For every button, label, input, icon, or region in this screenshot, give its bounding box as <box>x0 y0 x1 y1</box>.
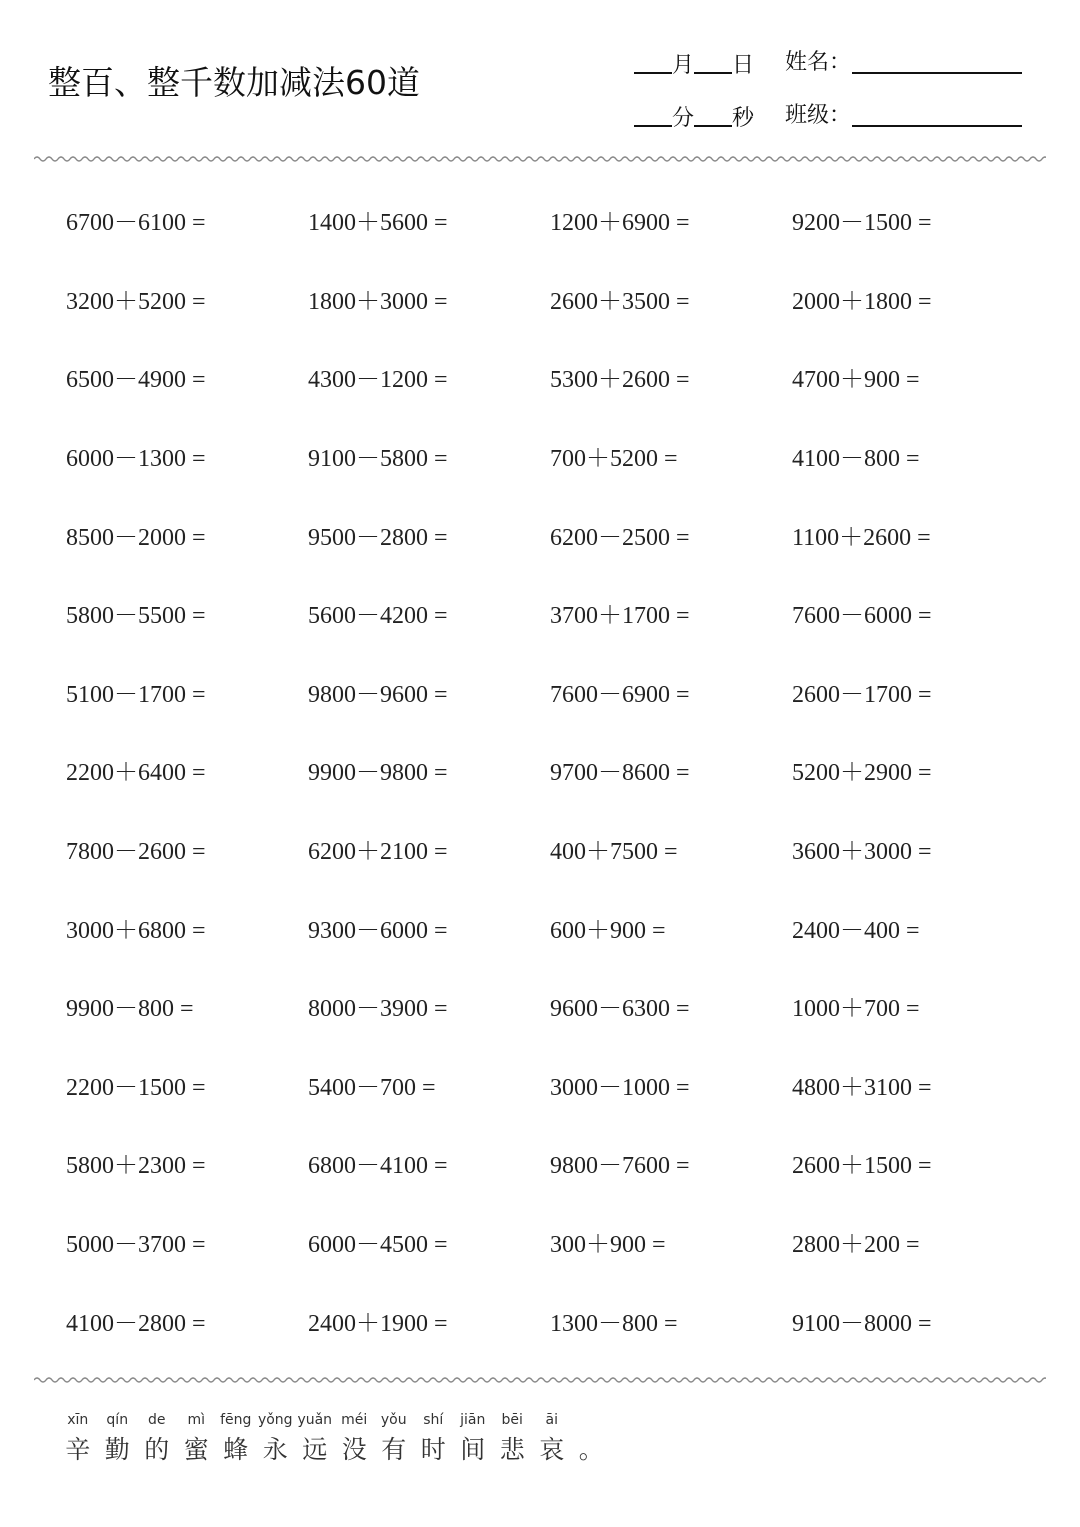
problem: 1300－800 = <box>550 1310 678 1337</box>
day-blank[interactable] <box>694 52 732 74</box>
problem: 2200＋6400 = <box>66 760 206 787</box>
problem: 9700－8600 = <box>550 760 690 787</box>
time-line <box>634 105 754 130</box>
pinyin-syllable: qín <box>106 1412 129 1428</box>
problem: 8000－3900 = <box>308 996 448 1023</box>
problem: 2600－1700 = <box>792 681 932 708</box>
problem-grid <box>66 184 1034 1363</box>
problem: 7600－6900 = <box>550 681 690 708</box>
pinyin-syllable: bēi <box>501 1412 523 1428</box>
problem-row <box>66 498 1034 577</box>
problem: 2800＋200 = <box>792 1232 920 1259</box>
class-label: 班级： <box>785 103 852 128</box>
problem: 8500－2000 = <box>66 524 206 551</box>
problem: 2600＋3500 = <box>550 288 690 315</box>
problem: 4100－2800 = <box>66 1310 206 1337</box>
class-blank[interactable] <box>852 125 1022 127</box>
top-wavy-divider <box>34 154 1046 164</box>
problem-row <box>66 1127 1034 1206</box>
motto-character: 悲 <box>499 1435 525 1464</box>
date-line <box>634 52 754 77</box>
problem: 5800－5500 = <box>66 603 206 630</box>
motto-character: 。 <box>578 1435 604 1464</box>
problem: 5200＋2900 = <box>792 760 932 787</box>
pinyin-syllable: āi <box>545 1412 558 1428</box>
problem-row <box>66 1206 1034 1285</box>
problem: 2400－400 = <box>792 917 920 944</box>
problem: 4800＋3100 = <box>792 1074 932 1101</box>
problem: 3700＋1700 = <box>550 603 690 630</box>
problem-row <box>66 263 1034 342</box>
problem: 9500－2800 = <box>308 524 448 551</box>
problem: 9900－9800 = <box>308 760 448 787</box>
problem: 300＋900 = <box>550 1232 666 1259</box>
motto-character: 哀 <box>539 1435 565 1464</box>
second-label: 秒 <box>732 106 755 131</box>
problem: 1100＋2600 = <box>792 524 931 551</box>
problem-row <box>66 184 1034 263</box>
problem: 7800－2600 = <box>66 839 206 866</box>
problem: 9900－800 = <box>66 996 194 1023</box>
motto-character: 蜜 <box>183 1435 209 1464</box>
motto-character: 时 <box>420 1435 446 1464</box>
second-blank[interactable] <box>694 105 732 127</box>
worksheet-title: 整百、整千数加减法60道 <box>48 63 420 102</box>
name-label: 姓名： <box>785 50 852 75</box>
problem: 2400＋1900 = <box>308 1310 448 1337</box>
problem: 6000－4500 = <box>308 1232 448 1259</box>
name-blank[interactable] <box>852 72 1022 74</box>
problem-row <box>66 1284 1034 1363</box>
motto-character: 的 <box>144 1435 170 1464</box>
problem-row <box>66 577 1034 656</box>
motto-pinyin <box>58 1412 611 1428</box>
minute-blank[interactable] <box>634 105 672 127</box>
motto-character: 蜂 <box>223 1435 249 1464</box>
problem-row <box>66 341 1034 420</box>
pinyin-syllable: jiān <box>460 1412 486 1428</box>
problem: 2200－1500 = <box>66 1074 206 1101</box>
minute-label: 分 <box>672 106 695 131</box>
problem: 9800－9600 = <box>308 681 448 708</box>
problem: 5000－3700 = <box>66 1232 206 1259</box>
pinyin-syllable: yuǎn <box>297 1412 333 1428</box>
problem: 3000－1000 = <box>550 1074 690 1101</box>
problem-row <box>66 813 1034 892</box>
problem: 4300－1200 = <box>308 367 448 394</box>
problem: 5100－1700 = <box>66 681 206 708</box>
problem: 3200＋5200 = <box>66 288 206 315</box>
motto-text <box>58 1430 611 1466</box>
problem-row <box>66 734 1034 813</box>
problem: 6000－1300 = <box>66 446 206 473</box>
pinyin-syllable: mì <box>187 1412 206 1428</box>
month-blank[interactable] <box>634 52 672 74</box>
problem: 9800－7600 = <box>550 1153 690 1180</box>
problem: 1800＋3000 = <box>308 288 448 315</box>
motto-character: 远 <box>302 1435 328 1464</box>
problem: 5300＋2600 = <box>550 367 690 394</box>
problem: 1400＋5600 = <box>308 210 448 237</box>
problem: 6200－2500 = <box>550 524 690 551</box>
problem: 5400－700 = <box>308 1074 436 1101</box>
problem: 9600－6300 = <box>550 996 690 1023</box>
problem: 3000＋6800 = <box>66 917 206 944</box>
motto-character: 有 <box>381 1435 407 1464</box>
pinyin-syllable: yǒng <box>257 1412 293 1428</box>
bottom-wavy-divider <box>34 1375 1046 1385</box>
motto-character: 没 <box>341 1435 367 1464</box>
problem: 600＋900 = <box>550 917 666 944</box>
pinyin-syllable: xīn <box>67 1412 89 1428</box>
problem: 5800＋2300 = <box>66 1153 206 1180</box>
problem-row <box>66 970 1034 1049</box>
problem-row <box>66 1049 1034 1128</box>
problem: 6200＋2100 = <box>308 839 448 866</box>
problem: 4100－800 = <box>792 446 920 473</box>
motto-character: 辛 <box>65 1435 91 1464</box>
pinyin-syllable: méi <box>341 1412 368 1428</box>
problem: 9100－5800 = <box>308 446 448 473</box>
problem: 1200＋6900 = <box>550 210 690 237</box>
motto-character: 勤 <box>104 1435 130 1464</box>
problem: 3600＋3000 = <box>792 839 932 866</box>
problem: 700＋5200 = <box>550 446 678 473</box>
problem: 6800－4100 = <box>308 1153 448 1180</box>
problem: 9300－6000 = <box>308 917 448 944</box>
month-label: 月 <box>672 53 695 78</box>
problem: 2600＋1500 = <box>792 1153 932 1180</box>
problem: 400＋7500 = <box>550 839 678 866</box>
problem-row <box>66 656 1034 735</box>
pinyin-syllable: shí <box>423 1412 444 1428</box>
problem: 6700－6100 = <box>66 210 206 237</box>
problem: 6500－4900 = <box>66 367 206 394</box>
pinyin-syllable: fēng <box>220 1412 252 1428</box>
problem: 9200－1500 = <box>792 210 932 237</box>
motto-character: 永 <box>262 1435 288 1464</box>
problem: 9100－8000 = <box>792 1310 932 1337</box>
problem: 7600－6000 = <box>792 603 932 630</box>
problem: 1000＋700 = <box>792 996 920 1023</box>
motto-character: 间 <box>460 1435 486 1464</box>
pinyin-syllable: de <box>148 1412 166 1428</box>
problem-row <box>66 420 1034 499</box>
problem-row <box>66 891 1034 970</box>
problem: 4700＋900 = <box>792 367 920 394</box>
pinyin-syllable: yǒu <box>380 1412 407 1428</box>
problem: 2000＋1800 = <box>792 288 932 315</box>
pinyin-syllable <box>572 1412 612 1428</box>
problem: 5600－4200 = <box>308 603 448 630</box>
day-label: 日 <box>732 53 755 78</box>
